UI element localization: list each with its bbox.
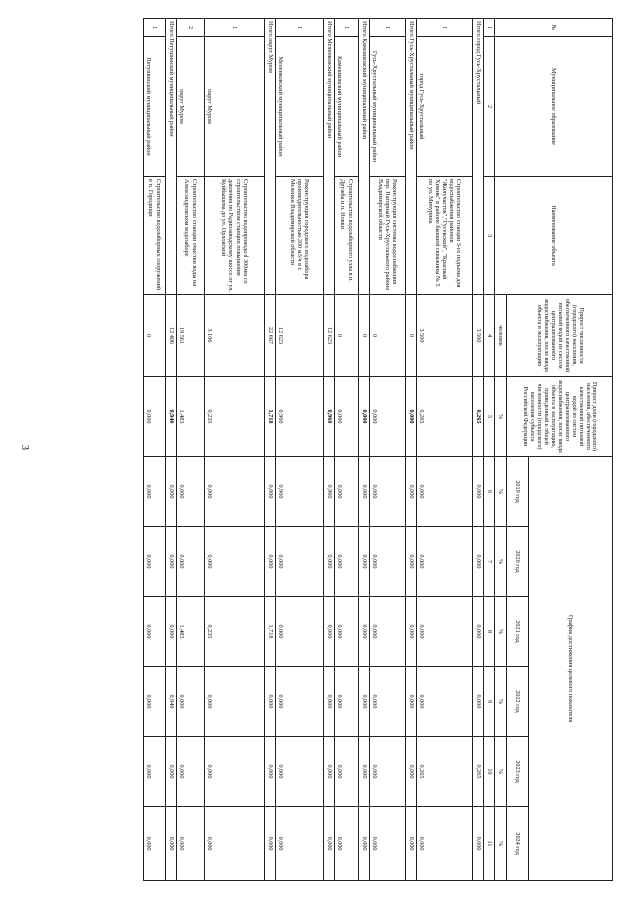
year-value: 0,000 [359,597,370,667]
year-value: 0,265 [473,737,484,807]
header-year: 2019 год [507,457,529,527]
share-value: 0,000 [144,377,166,457]
header-number: № [495,19,613,37]
share-value: 0,265 [473,377,484,457]
year-value: 1,483 [177,597,205,667]
year-value: 0,000 [335,737,359,807]
table-row [177,19,205,881]
share-value: 0,960 [324,377,335,457]
row-number: 1 [144,19,166,37]
column-number: 2 [484,37,495,177]
population-value: 0 [144,295,166,377]
year-value: 0,000 [166,457,177,527]
year-value: 0,000 [166,527,177,597]
total-label: Итого город Гусь-Хрустальный [473,19,484,295]
object-cell: Строительство водозаборного узла в п. Дружба и п. Новки [335,177,359,295]
column-number: 1 [484,19,495,37]
total-label: Итого Камешковский муниципальный район [359,19,370,295]
population-value: 22 667 [265,295,276,377]
year-value: 0,000 [359,527,370,597]
unit-percent: % [495,737,507,807]
population-value: 3 500 [473,295,484,377]
column-number: 7 [484,527,495,597]
year-value: 0,000 [324,527,335,597]
year-value: 0,000 [144,457,166,527]
total-row [359,19,370,881]
year-value: 0,000 [205,667,265,737]
header-schedule: График достижения целевого показателя [529,457,613,881]
year-value: 0,000 [276,527,324,597]
year-value: 0,000 [324,807,335,881]
share-value: 0,940 [166,377,177,457]
year-value: 0,000 [144,807,166,881]
year-value: 0,000 [205,527,265,597]
unit-percent: % [495,667,507,737]
year-value: 0,000 [265,807,276,881]
year-value: 0,940 [166,667,177,737]
year-value: 0,235 [205,597,265,667]
header-year: 2022 год [507,667,529,737]
year-value: 0,265 [417,737,473,807]
municipality-cell: округ Муром [205,37,265,177]
year-value: 0,000 [359,457,370,527]
total-row [166,19,177,881]
total-label: Итого Петушинский муниципальный район [166,19,177,295]
column-number: 3 [484,177,495,295]
year-value: 0,000 [406,807,417,881]
year-value: 0,000 [406,597,417,667]
year-value: 0,000 [359,667,370,737]
column-number: 4 [484,295,495,377]
header-municipality: Муниципальное образование [495,37,613,177]
year-value: 0,000 [359,807,370,881]
row-number: 1 [276,19,324,37]
row-number: 1 [335,19,359,37]
municipality-cell: город Гусь-Хрустальный [417,37,473,177]
page-number: 3 [19,445,30,450]
municipality-cell: Петушинский муниципальный район [144,37,166,177]
year-value: 0,000 [276,807,324,881]
year-value: 0,000 [324,597,335,667]
year-value: 0,000 [370,737,406,807]
year-value: 0,000 [406,527,417,597]
table-row [370,19,406,881]
municipality-cell: Камешковский муниципальный район [335,37,359,177]
year-value: 0,000 [166,737,177,807]
year-value: 0,000 [406,667,417,737]
year-value: 0,000 [265,457,276,527]
header-object: Наименование объекта [495,177,613,295]
population-value: 0 [370,295,406,377]
year-value: 0,000 [205,737,265,807]
row-number: 1 [417,19,473,37]
year-value: 0,000 [276,667,324,737]
population-value: 0 [335,295,359,377]
header-share: Прирост доли (городского) населения, обеспеченного качественной питьевой водой из систем централизованного водоснабжения, после ввода объекта в эксплуатацию, приведенный к общей численности (городского) населения субъекта Российской Федерации [507,377,613,457]
population-value: 12 623 [276,295,324,377]
municipality-cell: Гусь-Хрустальный муниципальный район [370,37,406,177]
share-value: 0,235 [205,377,265,457]
year-value: 0,000 [473,457,484,527]
year-value: 0,000 [473,667,484,737]
table-row [335,19,359,881]
year-value: 0,000 [473,527,484,597]
year-value: 0,000 [335,667,359,737]
year-value: 0,000 [370,807,406,881]
column-number: 6 [484,457,495,527]
object-cell: Реконструкция городского водозабора производительностью 200 м3/ч в г. Меленки Владимирской области [276,177,324,295]
year-value: 0,000 [417,807,473,881]
year-value: 1,718 [265,597,276,667]
unit-percent: % [495,457,507,527]
table-row [276,19,324,881]
table-row [205,19,265,881]
total-row [406,19,417,881]
unit-percent: % [495,597,507,667]
year-value: 0,000 [370,527,406,597]
year-value: 0,000 [177,527,205,597]
unit-population: человек [495,295,507,377]
year-value: 0,000 [417,457,473,527]
total-label: Итого округ Муром [265,19,276,295]
year-value: 0,000 [335,597,359,667]
row-number: 2 [177,19,205,37]
header-year: 2024 год [507,807,529,881]
year-value: 0,000 [324,737,335,807]
year-value: 0,000 [335,807,359,881]
object-cell: Строительство водопровода d 300мм со строительством станции повышения давления по Радиозаводскому шоссе от ул. Куйбышева до ул. Орловской [205,177,265,295]
header-year: 2021 год [507,597,529,667]
share-value: 0,000 [370,377,406,457]
header-population: Прирост численности (городского) населения, обеспеченного качественной питьевой водой из систем централизованного водоснабжения, после ввода объекта в эксплуатацию [507,295,613,377]
column-number: 5 [484,377,495,457]
column-number: 9 [484,667,495,737]
share-value: 1,718 [265,377,276,457]
table-row [417,19,473,881]
year-value: 0,000 [144,597,166,667]
population-value: 0 [406,295,417,377]
year-value: 0,000 [370,457,406,527]
total-label: Итого Гусь-Хрустальный муниципальный район [406,19,417,295]
header-year: 2023 год [507,737,529,807]
year-value: 0,000 [166,807,177,881]
year-value: 0,000 [473,597,484,667]
year-value: 0,000 [473,807,484,881]
year-value: 0,000 [276,597,324,667]
population-value: 12 623 [324,295,335,377]
year-value: 0,000 [144,667,166,737]
object-cell: Строительство станции очистки воды на Александровском водозаборе [177,177,205,295]
municipality-cell: округ Муром [177,37,205,177]
year-value: 0,960 [276,457,324,527]
year-value: 0,000 [205,807,265,881]
year-value: 0,000 [166,597,177,667]
year-value: 0,000 [177,807,205,881]
year-value: 0,000 [417,667,473,737]
year-value: 0,000 [144,737,166,807]
year-value: 0,000 [417,527,473,597]
year-value: 0,000 [370,667,406,737]
year-value: 0,000 [177,457,205,527]
year-value: 0,000 [144,527,166,597]
share-value: 0,000 [359,377,370,457]
population-value: 3 106 [205,295,265,377]
header-year: 2020 год [507,527,529,597]
year-value: 0,000 [265,667,276,737]
row-number: 1 [205,19,265,37]
year-value: 0,000 [417,597,473,667]
object-cell: Строительство станции 3-го подъема для водоснабжения районов "Жилучасток","Гусевский", "Красный Химик" в районе бывшей скважины № 5 по ул. Мичурина [417,177,473,295]
year-value: 0,000 [265,737,276,807]
population-value: 0 [359,295,370,377]
target-indicator-table [143,18,613,881]
share-value: 0,000 [335,377,359,457]
share-value: 1,483 [177,377,205,457]
total-row [473,19,484,881]
object-cell: Строительство водозаборных сооружений в п. Городищи [144,177,166,295]
year-value: 0,000 [265,527,276,597]
year-value: 0,000 [359,737,370,807]
population-value: 12 406 [166,295,177,377]
unit-percent: % [495,807,507,881]
row-number: 1 [370,19,406,37]
total-label: Итого Меленковский муниципальный район [324,19,335,295]
column-number: 11 [484,807,495,881]
unit-percent: % [495,527,507,597]
year-value: 0,000 [370,597,406,667]
total-row [265,19,276,881]
total-row [324,19,335,881]
population-value: 19 561 [177,295,205,377]
object-cell: Реконструкция системы водоснабжения пер. Нагорный Гусь-Хрустального района Владимирской области [370,177,406,295]
year-value: 0,000 [177,737,205,807]
municipality-cell: Меленковский муниципальный район [276,37,324,177]
share-value: 0,000 [406,377,417,457]
share-value: 0,960 [276,377,324,457]
year-value: 0,000 [335,457,359,527]
year-value: 0,000 [406,457,417,527]
column-number: 8 [484,597,495,667]
year-value: 0,000 [177,667,205,737]
unit-percent: % [495,377,507,457]
population-value: 3 500 [417,295,473,377]
table-row [144,19,166,881]
year-value: 0,000 [335,527,359,597]
year-value: 0,000 [276,737,324,807]
year-value: 0,000 [324,667,335,737]
year-value: 0,960 [324,457,335,527]
share-value: 0,265 [417,377,473,457]
year-value: 0,000 [205,457,265,527]
column-number: 10 [484,737,495,807]
year-value: 0,000 [406,737,417,807]
